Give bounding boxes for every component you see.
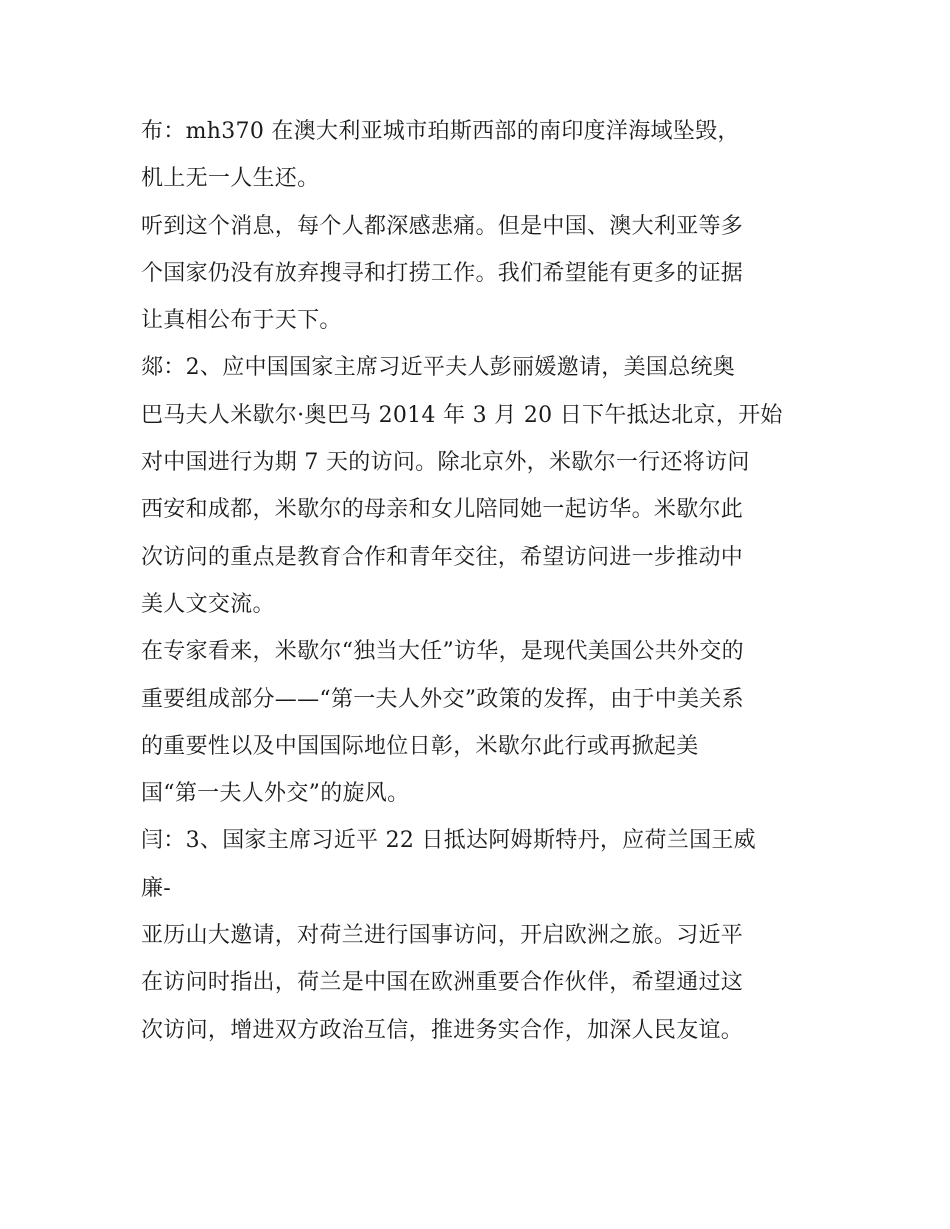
text-line: 郯：2、应中国国家主席习近平夫人彭丽媛邀请，美国总统奥 [141, 355, 736, 381]
text-line: 对中国进行为期 7 天的访问。除北京外，米歇尔一行还将访问 [141, 450, 750, 476]
text-line: 在专家看来，米歇尔“独当大任”访华，是现代美国公共外交的 [141, 639, 744, 665]
text-line: 次访问的重点是教育合作和青年交往，希望访问进一步推动中 [141, 544, 744, 570]
text-line: 巴马夫人米歇尔·奥巴马 2014 年 3 月 20 日下午抵达北京，开始 [141, 402, 783, 428]
text-line: 美人文交流。 [141, 591, 275, 617]
text-line: 机上无一人生还。 [141, 166, 320, 192]
text-line: 次访问，增进双方政治互信，推进务实合作，加深人民友谊。 [141, 1017, 744, 1043]
text-line: 个国家仍没有放弃搜寻和打捞工作。我们希望能有更多的证据 [141, 260, 744, 286]
text-line: 闫：3、国家主席习近平 22 日抵达阿姆斯特丹，应荷兰国王威 [141, 828, 756, 854]
text-line: 西安和成都，米歇尔的母亲和女儿陪同她一起访华。米歇尔此 [141, 497, 744, 523]
text-line: 廉- [141, 875, 172, 901]
text-line: 的重要性以及中国国际地位日彰，米歇尔此行或再掀起美 [141, 733, 699, 759]
text-line: 重要组成部分——“第一夫人外交”政策的发挥，由于中美关系 [141, 686, 744, 712]
text-line: 布：mh370 在澳大利亚城市珀斯西部的南印度洋海域坠毁， [141, 119, 740, 144]
text-line: 亚历山大邀请，对荷兰进行国事访问，开启欧洲之旅。习近平 [141, 923, 744, 949]
document-body [141, 108, 841, 1054]
text-line: 听到这个消息，每个人都深感悲痛。但是中国、澳大利亚等多 [141, 213, 744, 239]
text-line: 让真相公布于天下。 [141, 308, 342, 334]
text-line: 国“第一夫人外交”的旋风。 [141, 781, 410, 807]
text-line: 在访问时指出，荷兰是中国在欧洲重要合作伙伴，希望通过这 [141, 970, 744, 996]
